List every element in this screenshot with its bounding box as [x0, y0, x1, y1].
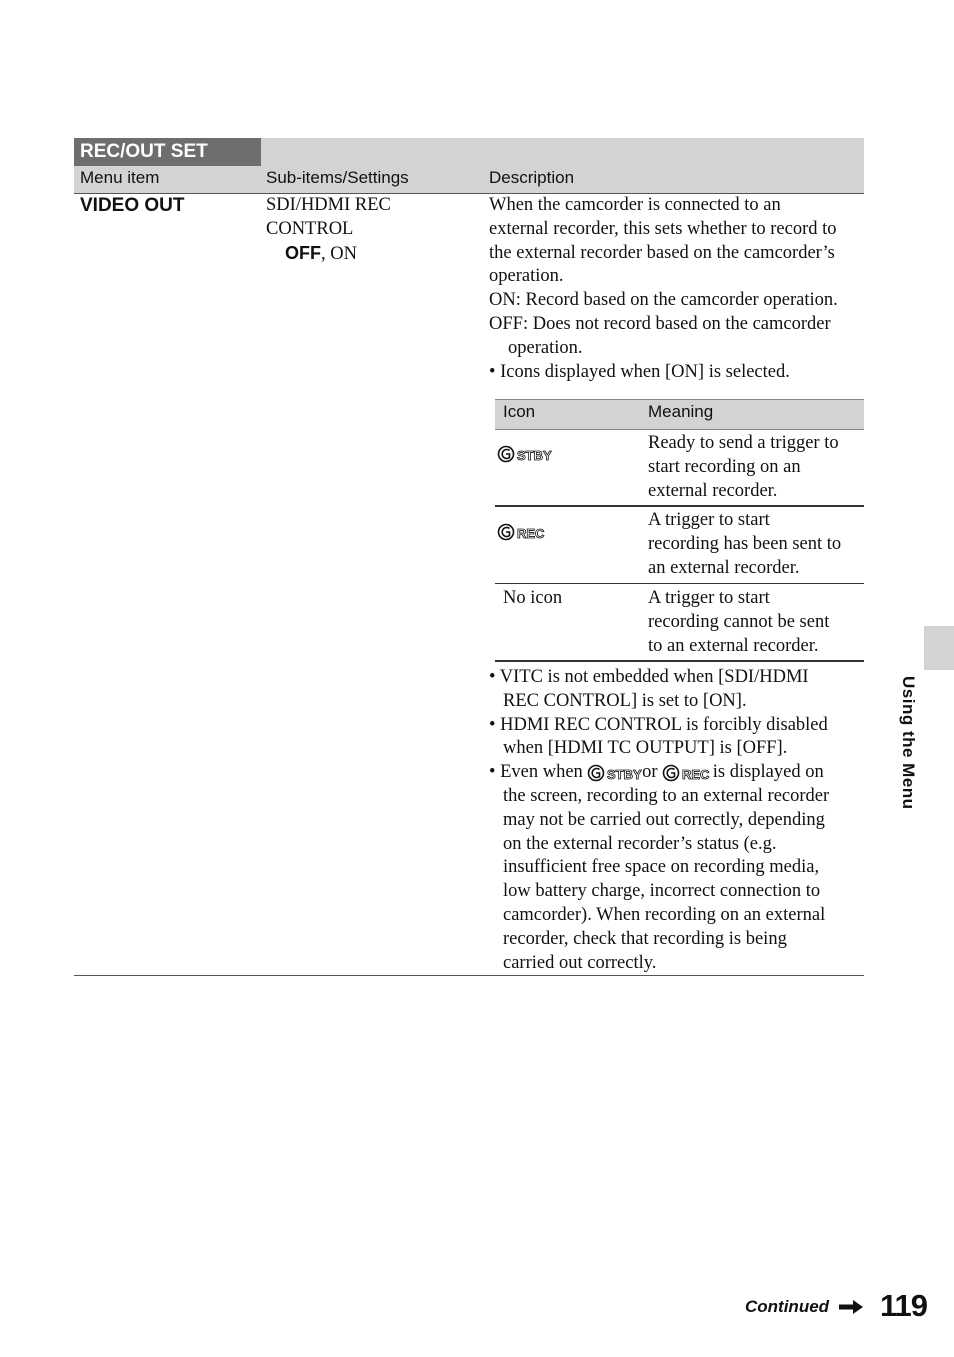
trigger-rec-icon: [497, 522, 547, 547]
svg-text:STBY: STBY: [607, 766, 643, 782]
meaning-line: A trigger to start: [648, 588, 770, 608]
note-line: insufficient free space on recording media,: [503, 857, 820, 878]
menu-item-video-out: VIDEO OUT: [80, 195, 185, 216]
note-line: • VITC is not embedded when [SDI/HDMI: [489, 667, 809, 687]
notes: [489, 666, 864, 975]
side-tab-marker: [924, 626, 954, 670]
column-header-menu-item: Menu item: [80, 168, 160, 187]
note-line: camcorder). When recording on an external: [503, 904, 826, 925]
note-text: • Even when: [489, 762, 583, 783]
meaning-line: start recording on an: [648, 456, 801, 477]
meaning-line: recording has been sent to: [648, 533, 842, 554]
svg-text:REC: REC: [517, 526, 545, 541]
note-line: recorder, check that recording is being: [503, 928, 787, 949]
page-number: 119: [880, 1288, 928, 1323]
description-bullet: • Icons displayed when [ON] is selected.: [489, 361, 790, 382]
table-bottom-rule: [74, 975, 864, 976]
svg-text:STBY: STBY: [517, 448, 552, 463]
section-tag: REC/OUT SET: [74, 138, 261, 166]
default-setting: OFF: [285, 242, 321, 263]
trigger-rec-icon: [662, 763, 708, 783]
description-off: OFF: Does not record based on the camcorder: [489, 313, 831, 334]
icon-table-head-icon: Icon: [503, 402, 536, 421]
meaning-line: to an external recorder.: [648, 635, 819, 656]
icon-table-head-meaning: Meaning: [648, 402, 714, 421]
note-line: may not be carried out correctly, depending: [503, 809, 825, 830]
icon-table-row-divider: [495, 505, 864, 507]
note-line: the screen, recording to an external recorder: [503, 785, 830, 806]
description-line: the external recorder based on the camcorder’s: [489, 242, 835, 263]
trigger-stby-icon: [497, 444, 552, 469]
side-tab-label: Using the Menu: [899, 676, 918, 810]
note-line-with-icons: [489, 761, 864, 785]
arrow-right-icon: [838, 1299, 864, 1320]
svg-text:REC: REC: [682, 766, 710, 782]
icon-meaning-none: [648, 587, 858, 658]
meaning-line: an external recorder.: [648, 557, 800, 578]
sub-item-line: CONTROL: [266, 218, 354, 239]
description-off-continued: operation.: [508, 337, 583, 358]
description-on: ON: Record based on the camcorder operation.: [489, 290, 838, 311]
column-header-description: Description: [489, 168, 575, 187]
note-line: low battery charge, incorrect connection to: [503, 881, 821, 902]
note-line: on the external recorder’s status (e.g.: [503, 833, 777, 854]
description-text: [489, 194, 864, 384]
sub-items-settings: [266, 194, 476, 266]
description-line: operation.: [489, 266, 564, 287]
continued-label: Continued: [745, 1297, 830, 1316]
note-line: when [HDMI TC OUTPUT] is [OFF].: [503, 738, 788, 759]
note-line: • HDMI REC CONTROL is forcibly disabled: [489, 714, 828, 735]
icon-table-bottom-rule: [495, 660, 864, 662]
settings-options: [266, 242, 476, 267]
note-text: or: [642, 762, 658, 783]
description-line: external recorder, this sets whether to record to: [489, 218, 837, 239]
note-text: is displayed on: [712, 762, 824, 783]
note-line: carried out correctly.: [503, 952, 657, 973]
no-icon-label: No icon: [503, 588, 563, 608]
column-header-sub-items: Sub-items/Settings: [266, 168, 409, 187]
sub-item-line: SDI/HDMI REC: [266, 195, 391, 215]
meaning-line: recording cannot be sent: [648, 611, 830, 632]
icon-meaning-rec: [648, 509, 858, 580]
meaning-line: A trigger to start: [648, 510, 770, 530]
meaning-line: Ready to send a trigger to: [648, 433, 839, 453]
description-line: When the camcorder is connected to an: [489, 195, 781, 215]
other-setting: , ON: [321, 243, 357, 264]
icon-meaning-stby: [648, 432, 858, 503]
meaning-line: external recorder.: [648, 480, 778, 501]
note-line: REC CONTROL] is set to [ON].: [503, 690, 747, 711]
icon-table-row-divider: [495, 583, 864, 584]
trigger-stby-icon: [587, 763, 643, 783]
